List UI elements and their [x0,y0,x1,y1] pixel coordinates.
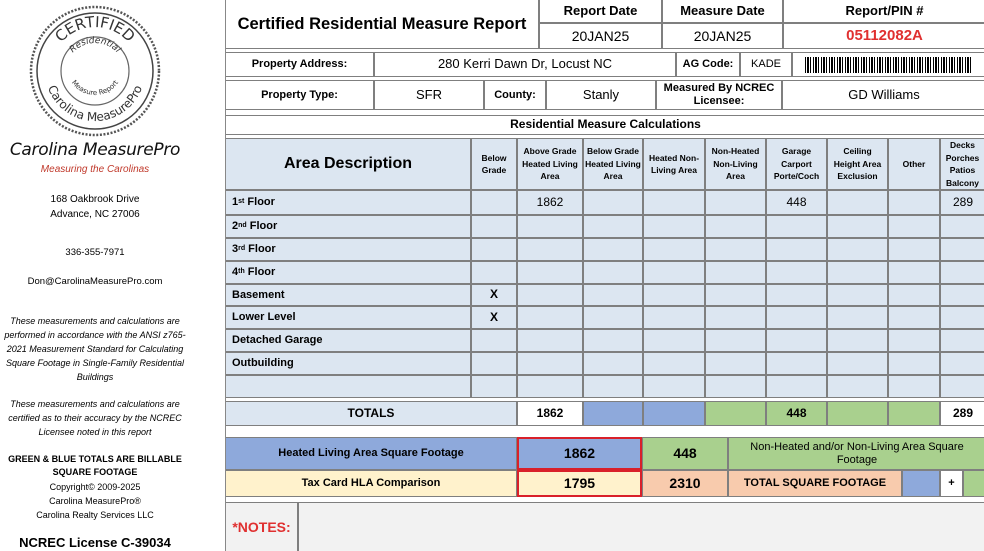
column-header: Other [888,138,940,190]
table-cell [766,352,827,375]
table-cell [827,190,888,215]
table-cell [583,190,643,215]
table-cell: 289 [940,190,984,215]
table-cell [827,238,888,261]
non-heated-label: Non-Heated and/or Non-Living Area Square Footage [728,437,984,470]
table-cell [888,352,940,375]
area-row-label [226,238,471,261]
table-cell [766,261,827,284]
table-cell [888,375,940,398]
table-cell: X [471,306,517,329]
table-cell [471,261,517,284]
table-cell [643,375,705,398]
table-cell [583,284,643,306]
non-heated-value: 448 [642,437,728,470]
svg-text:Measure Report: Measure Report [69,78,121,98]
report-date-value: 20JAN25 [539,23,662,49]
column-header: Above Grade Heated Living Area [517,138,583,190]
table-cell [583,261,643,284]
column-header: Heated Non-Living Area [643,138,705,190]
table-cell [471,215,517,238]
property-type-value: SFR [374,80,484,110]
company-address-line2: Advance, NC 27006 [50,209,140,220]
area-label-text: Lower Level [232,311,296,324]
totals-cell [888,401,940,426]
area-label-suffix: nd [238,222,247,230]
table-cell [643,329,705,352]
company-name: Carolina MeasurePro [9,140,181,160]
area-description-header: Area Description [226,138,471,190]
area-label-rest: Floor [246,220,278,233]
table-cell [643,352,705,375]
area-label-text: Detached Garage [232,334,323,347]
area-row-label [226,190,471,215]
table-cell [471,238,517,261]
table-cell [888,215,940,238]
area-row-label [226,261,471,284]
totals-cell [643,401,705,426]
table-cell [517,238,583,261]
table-cell [583,306,643,329]
area-row-label [226,306,471,329]
hla-value: 1862 [517,437,642,470]
table-cell [583,238,643,261]
svg-text:Residential: Residential [67,35,123,55]
billable-note: GREEN & BLUE TOTALS ARE BILLABLE SQUARE FOOTAGE [8,454,182,477]
table-cell [471,352,517,375]
totals-cell: 289 [940,401,984,426]
table-cell [827,352,888,375]
table-cell [940,284,984,306]
table-cell [940,352,984,375]
table-cell [940,375,984,398]
table-cell [827,375,888,398]
table-cell [827,261,888,284]
table-cell [766,375,827,398]
notes-label: *NOTES: [226,502,298,551]
copyright-block [0,480,190,522]
totals-cell [583,401,643,426]
table-cell [705,215,766,238]
copyright-line: Copyright© 2009-2025 [49,482,141,492]
table-cell [517,261,583,284]
ag-code-label: AG Code: [676,52,740,77]
plus-sign: + [940,470,963,497]
area-label-text: Basement [232,288,285,301]
table-cell [705,375,766,398]
address-label: Property Address: [226,52,374,77]
table-cell [471,329,517,352]
table-cell [940,306,984,329]
totals-cell [705,401,766,426]
table-cell [888,306,940,329]
column-header: Decks Porches Patios Balcony [940,138,984,190]
table-cell [471,375,517,398]
table-cell [643,215,705,238]
table-cell [643,238,705,261]
table-cell [888,329,940,352]
total-sqft-label: TOTAL SQUARE FOOTAGE [728,470,902,497]
area-row-label [226,329,471,352]
table-cell [827,306,888,329]
table-cell [827,284,888,306]
table-cell [705,238,766,261]
table-cell [583,329,643,352]
tax-card-label: Tax Card HLA Comparison [226,470,517,497]
table-cell [888,238,940,261]
table-cell [766,215,827,238]
company-panel [0,0,225,551]
total-sqft-value: 2310 [642,470,728,497]
certification-disclaimer: These measurements and calculations are certified as to their accuracy by the NCREC Licensee noted in this report [8,399,182,437]
area-row-label [226,284,471,306]
area-row-label [226,375,471,398]
table-cell [940,261,984,284]
tax-card-value: 1795 [517,470,642,497]
table-cell: X [471,284,517,306]
ag-code-value: KADE [740,52,792,77]
company-address-line1: 168 Oakbrook Drive [50,194,140,205]
total-blue-swatch [902,470,940,497]
area-row-label [226,215,471,238]
report-title: Certified Residential Measure Report [226,0,539,49]
table-cell [583,352,643,375]
certified-seal-logo [27,3,163,139]
column-header: Ceiling Height Area Exclusion [827,138,888,190]
barcode-image [805,57,973,73]
svg-text:Carolina MeasurePro: Carolina MeasurePro [44,83,146,125]
copyright-company: Carolina MeasurePro® [49,496,141,506]
table-cell [517,284,583,306]
table-cell [583,375,643,398]
table-cell [517,375,583,398]
table-cell [705,261,766,284]
area-label-rest: Floor [244,266,276,279]
column-header: Garage Carport Porte/Coch [766,138,827,190]
property-type-label: Property Type: [226,80,374,110]
table-cell [888,284,940,306]
measure-date-value: 20JAN25 [662,23,783,49]
table-cell [940,329,984,352]
calculation-table [226,138,984,428]
area-label-suffix: rd [238,245,246,253]
notes-field[interactable] [298,502,984,551]
area-row-label [226,352,471,375]
table-cell [643,306,705,329]
area-label-text: 1 [232,196,239,209]
column-header: Below Grade [471,138,517,190]
table-cell [827,215,888,238]
calc-section-title: Residential Measure Calculations [226,115,984,135]
copyright-llc: Carolina Realty Services LLC [36,510,154,520]
area-label-rest: Floor [245,243,276,256]
table-cell [583,215,643,238]
table-cell [517,215,583,238]
table-cell [705,306,766,329]
table-cell [888,261,940,284]
standard-disclaimer: These measurements and calculations are performed in accordance with the ANSI z765-2021 Measurement Standard for Calculating Square Footage in Single-Family Residential Buildings [4,316,186,382]
total-green-swatch [963,470,984,497]
area-label-text: 4 [232,266,239,279]
svg-text:CERTIFIED: CERTIFIED [51,12,139,46]
area-label-suffix: st [238,198,245,206]
table-cell: 1862 [517,190,583,215]
measure-date-label: Measure Date [662,0,783,23]
area-label-text: 3 [232,243,239,256]
table-cell [940,215,984,238]
pin-value: 05112082A [783,23,984,49]
measured-by-label: Measured By NCREC Licensee: [656,80,782,110]
company-email: Don@CarolinaMeasurePro.com [27,276,163,287]
totals-label: TOTALS [226,401,517,426]
license-number: NCREC License C-39034 [19,535,171,550]
table-cell [705,190,766,215]
table-cell [940,238,984,261]
company-tagline: Measuring the Carolinas [40,164,150,175]
table-cell [705,352,766,375]
table-cell [517,329,583,352]
county-value: Stanly [546,80,656,110]
table-cell [766,329,827,352]
column-header: Below Grade Heated Living Area [583,138,643,190]
totals-cell: 448 [766,401,827,426]
table-cell [643,284,705,306]
barcode [792,52,984,77]
table-cell: 448 [766,190,827,215]
area-label-rest: Floor [244,196,275,209]
column-header: Non-Heated Non-Living Area [705,138,766,190]
table-cell [471,190,517,215]
table-cell [517,306,583,329]
area-label-text: Outbuilding [232,357,294,370]
table-cell [766,238,827,261]
totals-cell [827,401,888,426]
table-cell [643,261,705,284]
totals-cell: 1862 [517,401,583,426]
table-cell [766,284,827,306]
area-label-text: 2 [232,220,239,233]
table-cell [517,352,583,375]
table-cell [705,329,766,352]
table-cell [766,306,827,329]
measure-report [225,0,984,551]
table-cell [827,329,888,352]
company-phone: 336-355-7971 [65,247,125,258]
area-label-suffix: th [238,268,245,276]
county-label: County: [484,80,546,110]
pin-label: Report/PIN # [783,0,984,23]
measured-by-value: GD Williams [782,80,984,110]
table-cell [643,190,705,215]
table-cell [888,190,940,215]
hla-label: Heated Living Area Square Footage [226,437,517,470]
address-value: 280 Kerri Dawn Dr, Locust NC [374,52,676,77]
table-cell [705,284,766,306]
report-date-label: Report Date [539,0,662,23]
